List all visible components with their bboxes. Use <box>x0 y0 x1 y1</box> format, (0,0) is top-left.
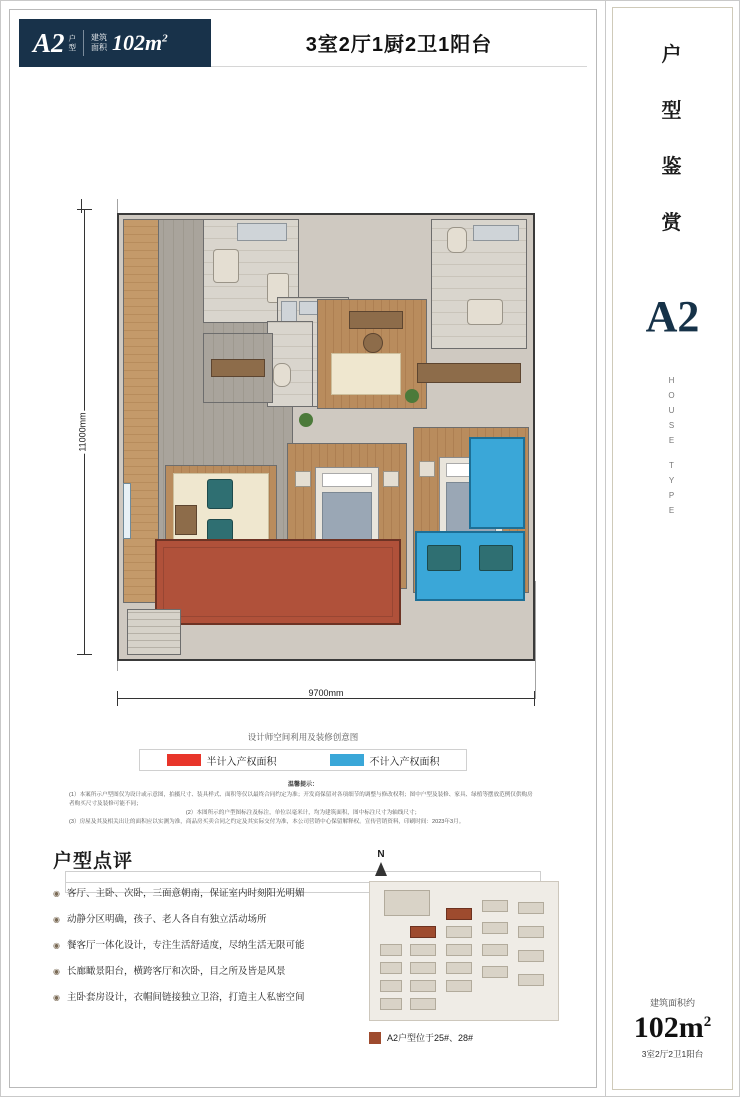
legend-item-0 <box>167 753 277 768</box>
designer-note: 设计师空间利用及装修创意图 <box>247 732 359 742</box>
dining-table <box>211 359 265 377</box>
legend-swatch-red <box>167 754 201 766</box>
sidebar-title-char-2: 鉴 <box>661 156 684 178</box>
ht-4: E <box>668 436 677 445</box>
vanity-right <box>473 225 519 241</box>
site-block <box>380 944 402 956</box>
ht-8: P <box>668 491 677 500</box>
plant-icon-2 <box>299 413 313 427</box>
area-sublabel: 建筑 面积 <box>91 33 108 52</box>
badge-area: $102m^2$ <box>112 30 168 55</box>
sink-right <box>467 299 503 325</box>
list-item: ◉ 主卧套房设计，衣帽间链接独立卫浴，打造主人私密空间 <box>53 991 353 1005</box>
sitemap-legend-label: A2户型位于25#、28# <box>387 1033 474 1043</box>
tv-cabinet <box>175 505 197 535</box>
sitemap-legend <box>369 1031 473 1044</box>
site-block <box>410 998 436 1010</box>
ht-3: S <box>668 421 677 430</box>
balcony-chair-1 <box>427 545 461 571</box>
balcony-chair-2 <box>479 545 513 571</box>
site-block <box>410 944 436 956</box>
window-left <box>123 483 131 539</box>
sidebar-title-char-1: 型 <box>661 100 684 122</box>
legend-label-0: 半计入产权面积 <box>206 756 277 768</box>
site-map <box>369 881 559 1021</box>
site-block <box>482 966 508 978</box>
site-block <box>518 902 544 914</box>
sidebar-area-block <box>606 996 739 1060</box>
site-block <box>482 900 508 912</box>
site-block <box>482 944 508 956</box>
bath-counter <box>237 223 287 241</box>
comments-section <box>53 846 353 1017</box>
ht-9: E <box>668 506 677 515</box>
site-block <box>410 980 436 992</box>
site-block <box>380 980 402 992</box>
armchair-1 <box>207 479 233 509</box>
unit-code-sublabel: 户 型 <box>68 34 77 52</box>
badge-divider <box>83 30 84 56</box>
unit-code-badge <box>19 19 211 67</box>
site-block <box>380 998 402 1010</box>
nightstand-2a <box>419 461 435 477</box>
sidebar-title-char-3: 赏 <box>661 212 684 234</box>
sidebar-title <box>606 27 739 251</box>
chair <box>363 333 383 353</box>
disclaimer-line-0: (1）本案所示户型图仅为设计或示意图，拍摄尺寸、装具样式、面积等仅以最终合同约定为准；开发商保留对各项细节的调整与修改权利；图中户型及装修、家具、绿植等摆放范例仅供购房者购买尺寸及装修可能不同； <box>69 792 533 807</box>
list-item: ◉ 动静分区明确，孩子、老人各自有独立活动场所 <box>53 913 353 927</box>
site-block <box>380 962 402 974</box>
dimension-vertical <box>77 209 91 655</box>
plant-icon-1 <box>405 389 419 403</box>
legend-swatch-blue <box>330 754 364 766</box>
list-item: ◉ 长廊瞰景阳台，横跨客厅和次卧，目之所及皆是风景 <box>53 965 353 979</box>
disclaimer-notes <box>69 781 537 827</box>
sidebar-unit-code: A2 <box>645 292 700 341</box>
list-item: ◉ 餐客厅一体化设计，专注生活舒适度，尽纳生活无限可能 <box>53 939 353 953</box>
sidebar-area-value: $102m^2$ <box>633 1011 712 1044</box>
dimension-horizontal-label: 9700mm <box>304 688 347 698</box>
sidebar-title-char-0: 户 <box>661 44 684 66</box>
toilet <box>273 363 291 387</box>
room-bathroom-small <box>267 321 313 407</box>
sidebar-area-label: 建筑面积约 <box>649 998 695 1008</box>
floor-plan-area <box>19 81 587 825</box>
site-block <box>518 974 544 986</box>
corridor-left <box>123 219 159 603</box>
ht-5 <box>606 448 739 458</box>
ht-2: U <box>668 406 677 415</box>
nightstand-1a <box>295 471 311 487</box>
compass-north-label: N <box>377 849 385 860</box>
pillow-1 <box>322 473 372 487</box>
plan-tick-left <box>81 199 82 213</box>
sidebar-layout: 3室2厅2卫1阳台 <box>641 1049 704 1059</box>
site-block <box>518 950 544 962</box>
dimension-vertical-label: 11000mm <box>77 412 88 452</box>
wardrobe <box>417 363 521 383</box>
legend <box>139 749 467 771</box>
header <box>19 19 587 67</box>
site-block <box>446 926 472 938</box>
site-block <box>410 962 436 974</box>
list-item: ◉ 客厅、主卧、次卧，三面意朝南，保证室内时刻阳光明媚 <box>53 887 353 901</box>
sidebar-house-type <box>606 373 739 518</box>
ht-1: O <box>668 391 677 400</box>
balcony-red-area <box>155 539 401 625</box>
nightstand-1b <box>383 471 399 487</box>
bathtub <box>213 249 239 283</box>
sitemap-legend-swatch <box>369 1032 381 1044</box>
study-rug <box>331 353 401 395</box>
balcony-blue-extension <box>469 437 525 529</box>
desk <box>349 311 403 329</box>
compass <box>369 849 393 876</box>
toilet-right <box>447 227 467 253</box>
stairwell <box>127 609 181 655</box>
site-block <box>446 944 472 956</box>
disclaimer-title: 温馨提示： <box>287 782 318 788</box>
comments-title: 户型点评 <box>53 851 134 872</box>
ht-6: T <box>669 461 676 470</box>
site-block <box>482 922 508 934</box>
site-block-highlight <box>410 926 436 938</box>
legend-item-1 <box>330 753 440 768</box>
site-block <box>384 890 430 916</box>
site-block <box>446 980 472 992</box>
sidebar <box>606 0 740 1097</box>
compass-arrow-icon <box>375 862 387 876</box>
site-block <box>518 926 544 938</box>
legend-label-1: 不计入产权面积 <box>369 756 440 768</box>
site-block <box>446 962 472 974</box>
plan-tick-right <box>535 581 536 699</box>
ht-0: H <box>668 376 677 385</box>
comments-list <box>53 887 353 1005</box>
dimension-horizontal <box>117 688 535 705</box>
unit-code: A2 <box>33 27 65 58</box>
disclaimer-line-2: (3）房屋及其及相关出让的面积应以实测为准，商品房买卖合同之约定及其实际交付为准，本公司营销中心保留解释权。宣传营销资料，印刷时间：2023年3月。 <box>69 819 465 825</box>
site-block-highlight <box>446 908 472 920</box>
disclaimer-line-1: (2）本图所示的户型图标注及标注，单位以毫米计，均为建筑面积，图中标注尺寸为轴线尺寸； <box>185 810 421 816</box>
ht-7: Y <box>668 476 677 485</box>
floor-plan-drawing <box>117 213 535 661</box>
page-title: 3室2厅1厨2卫1阳台 <box>211 19 587 67</box>
